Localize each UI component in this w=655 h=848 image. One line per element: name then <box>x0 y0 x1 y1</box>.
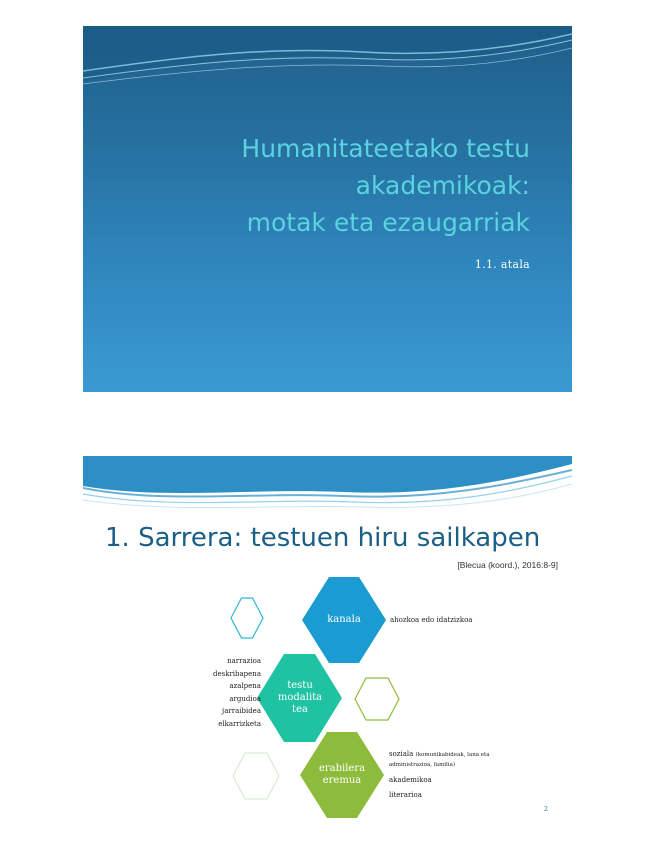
hex-label-line: erabilera <box>318 763 366 774</box>
kanala-description: ahozkoa edo idatzizkoa <box>390 616 473 624</box>
list-item: azalpena <box>229 682 261 691</box>
hexagon-label-testu-modalitatea <box>269 680 331 716</box>
title-line-1: Humanitateetako testu <box>241 134 530 163</box>
hexagon-label-erabilera-eremua <box>311 763 373 787</box>
eremu-list <box>389 750 509 801</box>
citation: [Blecua (koord.), 2016:8-9] <box>457 560 558 570</box>
list-item: jarraibidea <box>222 707 261 716</box>
wave-decoration <box>83 26 572 116</box>
page-number: 2 <box>543 805 548 813</box>
slide-title: 1. Sarrera: testuen hiru sailkapen <box>105 523 541 553</box>
hex-label-line: eremua <box>322 775 362 786</box>
modalitate-list <box>143 655 261 731</box>
list-item-literarioa: literarioa <box>389 790 422 799</box>
soziala-detail: (komunikabideak, lana eta administrazioa, familia) <box>389 752 490 768</box>
presentation-subtitle: 1.1. atala <box>474 258 530 271</box>
hex-label-line: tea <box>292 704 308 715</box>
list-item: elkarrizketa <box>218 719 261 728</box>
outline-hexagon-middle <box>355 678 399 720</box>
list-item-akademikoa: akademikoa <box>389 776 432 784</box>
hexagon-label-kanala: kanala <box>327 614 361 625</box>
content-slide <box>83 456 572 822</box>
outline-hexagon-bottom <box>233 753 279 799</box>
outline-hexagon-top <box>231 598 263 638</box>
hex-label-line: testu <box>287 680 313 691</box>
title-line-2: akademikoak: <box>355 171 530 200</box>
list-item-soziala <box>389 750 509 770</box>
soziala-label: soziala <box>389 750 414 758</box>
title-line-3: motak eta ezaugarriak <box>246 208 530 237</box>
list-item: argudioa <box>229 694 261 703</box>
presentation-title <box>110 130 530 241</box>
hex-label-line: modalita <box>277 692 323 703</box>
list-item: narrazioa <box>227 657 261 665</box>
title-slide <box>83 26 572 392</box>
list-item: deskribapena <box>212 669 261 678</box>
